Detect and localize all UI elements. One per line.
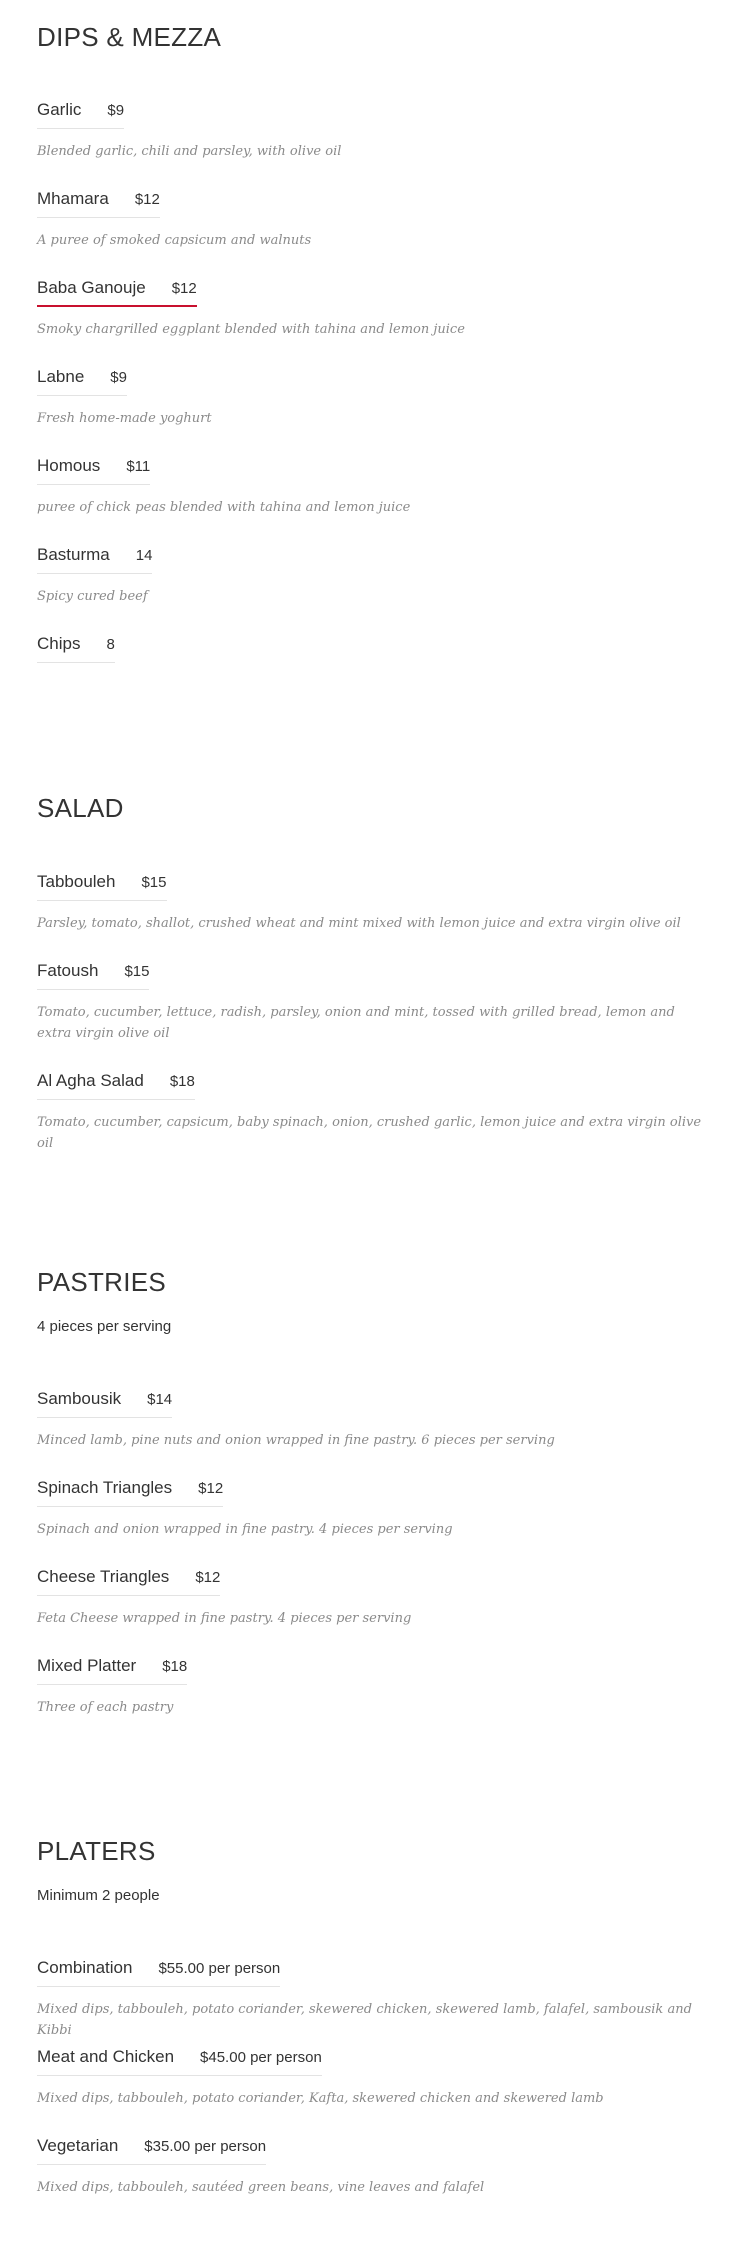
menu-item-tabbouleh[interactable] — [37, 872, 710, 934]
item-price: $45.00 per person — [200, 2049, 322, 2066]
item-price: 14 — [135, 547, 153, 564]
item-name: Mhamara — [37, 189, 109, 208]
item-description: Tomato, cucumber, capsicum, baby spinach, onion, crushed garlic, lemon juice and extra virgin olive oil — [37, 1115, 702, 1151]
item-description: Three of each pastry — [37, 1700, 174, 1715]
item-price: $14 — [147, 1391, 173, 1408]
menu-item-mhamara[interactable] — [37, 189, 710, 251]
item-description: Feta Cheese wrapped in fine pastry. 4 pieces per serving — [37, 1611, 412, 1626]
menu-item-chips[interactable] — [37, 634, 710, 663]
menu-item-baba-ganouje[interactable] — [37, 278, 710, 340]
item-description: Minced lamb, pine nuts and onion wrapped in fine pastry. 6 pieces per serving — [37, 1433, 555, 1448]
item-price: $12 — [134, 191, 160, 208]
section-title-platers: PLATERS — [37, 1836, 156, 1866]
menu-item-al-agha-salad[interactable] — [37, 1071, 710, 1154]
item-name: Sambousik — [37, 1389, 122, 1408]
section-title-pastries: PASTRIES — [37, 1267, 167, 1297]
item-description: Spicy cured beef — [37, 589, 148, 604]
item-name: Fatoush — [37, 961, 99, 980]
item-name: Labne — [37, 367, 85, 386]
item-price: $12 — [171, 280, 197, 297]
menu-item-cheese-triangles[interactable] — [37, 1567, 710, 1629]
item-price: $35.00 per person — [144, 2138, 267, 2155]
item-price: $12 — [195, 1569, 221, 1586]
item-price: $12 — [198, 1480, 224, 1497]
menu-item-basturma[interactable] — [37, 545, 710, 607]
item-description: A puree of smoked capsicum and walnuts — [37, 233, 312, 248]
menu-item-garlic[interactable] — [37, 100, 710, 162]
menu-item-sambousik[interactable] — [37, 1389, 710, 1451]
item-description: Mixed dips, tabbouleh, potato coriander, Kafta, skewered chicken and skewered lamb — [37, 2091, 604, 2106]
menu-item-combination[interactable] — [37, 1958, 710, 2041]
item-price: $15 — [124, 963, 150, 980]
item-description: Mixed dips, tabbouleh, sautéed green beans, vine leaves and falafel — [37, 2180, 485, 2195]
menu-item-spinach-triangles[interactable] — [37, 1478, 710, 1540]
item-name: Meat and Chicken — [37, 2047, 175, 2066]
item-name: Combination — [37, 1958, 133, 1977]
item-description: Smoky chargrilled eggplant blended with tahina and lemon juice — [37, 322, 465, 337]
item-description: puree of chick peas blended with tahina and lemon juice — [37, 500, 411, 515]
item-name: Cheese Triangles — [37, 1567, 170, 1586]
menu-item-mixed-platter[interactable] — [37, 1656, 710, 1718]
section-note-pastries: 4 pieces per serving — [37, 1318, 172, 1335]
section-title-salad: SALAD — [37, 793, 124, 823]
item-description: Spinach and onion wrapped in fine pastry. 4 pieces per serving — [37, 1522, 453, 1537]
item-name: Al Agha Salad — [37, 1071, 144, 1090]
item-price: $9 — [110, 369, 127, 386]
item-price: $11 — [126, 458, 151, 475]
item-name: Garlic — [37, 100, 82, 119]
menu-item-fatoush[interactable] — [37, 961, 710, 1044]
item-name: Chips — [37, 634, 81, 653]
item-price: $18 — [169, 1073, 195, 1090]
menu-item-homous[interactable] — [37, 456, 710, 518]
item-price: $55.00 per person — [158, 1960, 281, 1977]
item-description: Mixed dips, tabbouleh, potato coriander, skewered chicken, skewered lamb, falafel, sambousik and Kibbi — [37, 2002, 692, 2038]
item-price: $18 — [162, 1658, 188, 1675]
item-description: Blended garlic, chili and parsley, with olive oil — [37, 144, 342, 159]
item-description: Parsley, tomato, shallot, crushed wheat and mint mixed with lemon juice and extra virgin olive oil — [37, 916, 681, 931]
active-underline — [37, 278, 197, 307]
item-name: Basturma — [37, 545, 110, 564]
item-name: Tabbouleh — [37, 872, 116, 891]
item-price: $15 — [141, 874, 167, 891]
item-description: Tomato, cucumber, lettuce, radish, parsley, onion and mint, tossed with grilled bread, lemon and extra virgin olive oil — [37, 1005, 675, 1041]
item-description: Fresh home-made yoghurt — [37, 411, 212, 426]
item-price: $9 — [107, 102, 125, 119]
item-name: Mixed Platter — [37, 1656, 137, 1675]
menu-item-vegetarian[interactable] — [37, 2136, 710, 2198]
item-name: Vegetarian — [37, 2136, 119, 2155]
menu-item-labne[interactable] — [37, 367, 710, 429]
section-title-dips: DIPS & MEZZA — [37, 22, 222, 52]
item-name: Homous — [37, 456, 101, 475]
menu-item-meat-and-chicken[interactable] — [37, 2047, 710, 2109]
section-note-platers: Minimum 2 people — [37, 1887, 160, 1904]
item-name: Spinach Triangles — [37, 1478, 173, 1497]
item-name: Baba Ganouje — [37, 278, 146, 297]
item-price: 8 — [106, 636, 115, 653]
